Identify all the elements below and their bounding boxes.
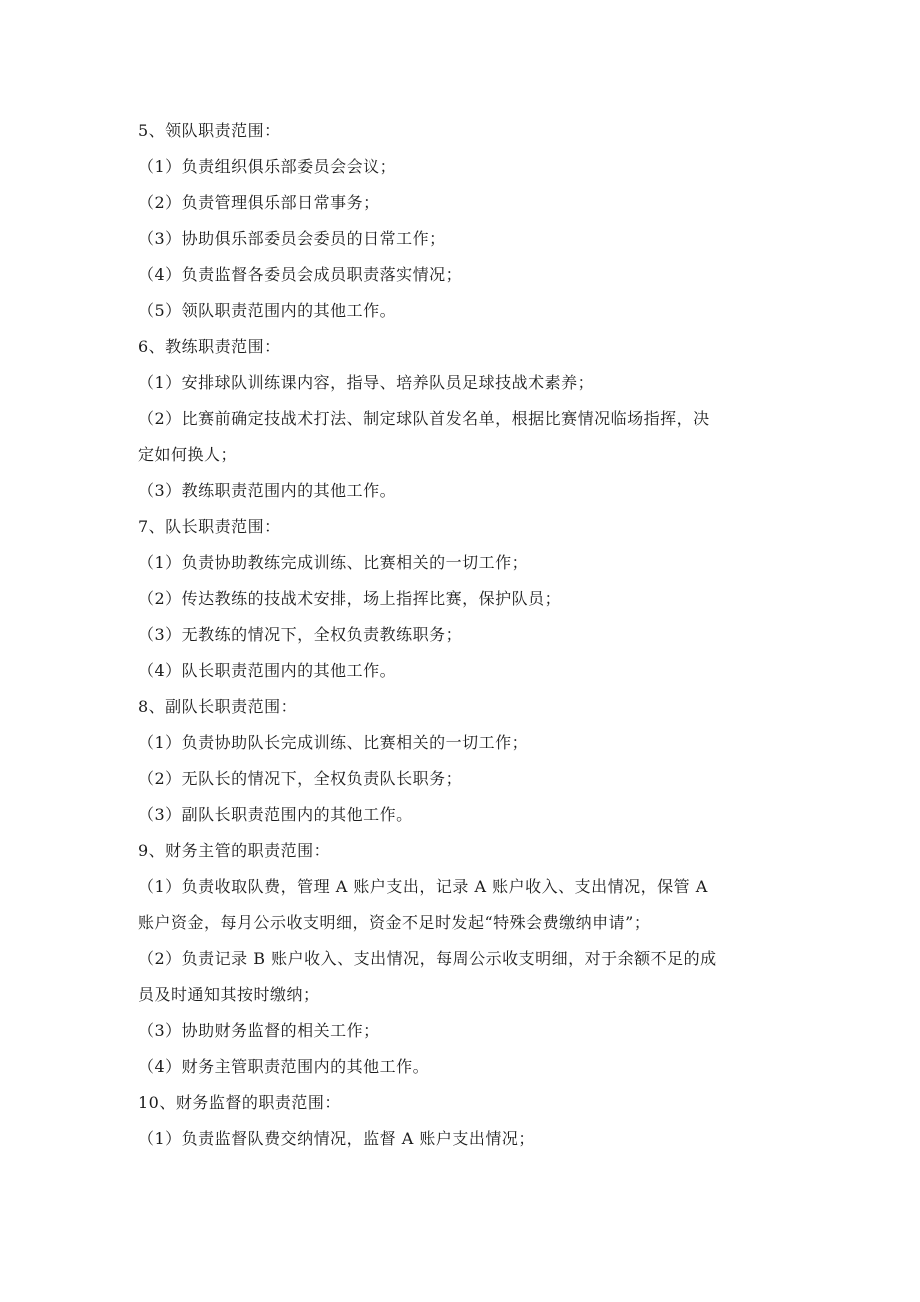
list-item: （1）负责组织俱乐部委员会会议； bbox=[138, 157, 397, 176]
list-item: （3）副队长职责范围内的其他工作。 bbox=[138, 805, 413, 824]
list-item: 账户资金，每月公示收支明细，资金不足时发起“特殊会费缴纳申请”； bbox=[138, 913, 651, 932]
section-heading: 7、队长职责范围： bbox=[138, 517, 281, 536]
list-item: （2）传达教练的技战术安排，场上指挥比赛，保护队员； bbox=[138, 589, 562, 608]
list-item: （4）队长职责范围内的其他工作。 bbox=[138, 661, 397, 680]
list-item: （1）负责收取队费，管理 A 账户支出，记录 A 账户收入、支出情况，保管 A bbox=[138, 877, 708, 896]
section-heading: 10、财务监督的职责范围： bbox=[138, 1093, 341, 1112]
list-item: （3）无教练的情况下，全权负责教练职务； bbox=[138, 625, 463, 644]
section-heading: 9、财务主管的职责范围： bbox=[138, 841, 331, 860]
list-item: （2）负责记录 B 账户收入、支出情况，每周公示收支明细，对于余额不足的成 bbox=[138, 949, 717, 968]
list-item: （4）财务主管职责范围内的其他工作。 bbox=[138, 1057, 430, 1076]
list-item: （2）无队长的情况下，全权负责队长职务； bbox=[138, 769, 463, 788]
list-item: （1）安排球队训练课内容，指导、培养队员足球技战术素养； bbox=[138, 373, 595, 392]
section-heading: 6、教练职责范围： bbox=[138, 337, 281, 356]
list-item: （5）领队职责范围内的其他工作。 bbox=[138, 301, 397, 320]
list-item: （4）负责监督各委员会成员职责落实情况； bbox=[138, 265, 463, 284]
list-item: （3）协助财务监督的相关工作； bbox=[138, 1021, 380, 1040]
list-item: （2）负责管理俱乐部日常事务； bbox=[138, 193, 380, 212]
list-item: （3）协助俱乐部委员会委员的日常工作； bbox=[138, 229, 446, 248]
list-item: 员及时通知其按时缴纳； bbox=[138, 985, 320, 1004]
list-item: 定如何换人； bbox=[138, 445, 238, 464]
document-body bbox=[138, 113, 788, 1157]
list-item: （1）负责监督队费交纳情况，监督 A 账户支出情况； bbox=[138, 1129, 535, 1148]
list-item: （1）负责协助队长完成训练、比赛相关的一切工作； bbox=[138, 733, 529, 752]
list-item: （3）教练职责范围内的其他工作。 bbox=[138, 481, 397, 500]
section-heading: 8、副队长职责范围： bbox=[138, 697, 298, 716]
list-item: （2）比赛前确定技战术打法、制定球队首发名单，根据比赛情况临场指挥，决 bbox=[138, 409, 710, 428]
list-item: （1）负责协助教练完成训练、比赛相关的一切工作； bbox=[138, 553, 529, 572]
section-heading: 5、领队职责范围： bbox=[138, 121, 281, 140]
